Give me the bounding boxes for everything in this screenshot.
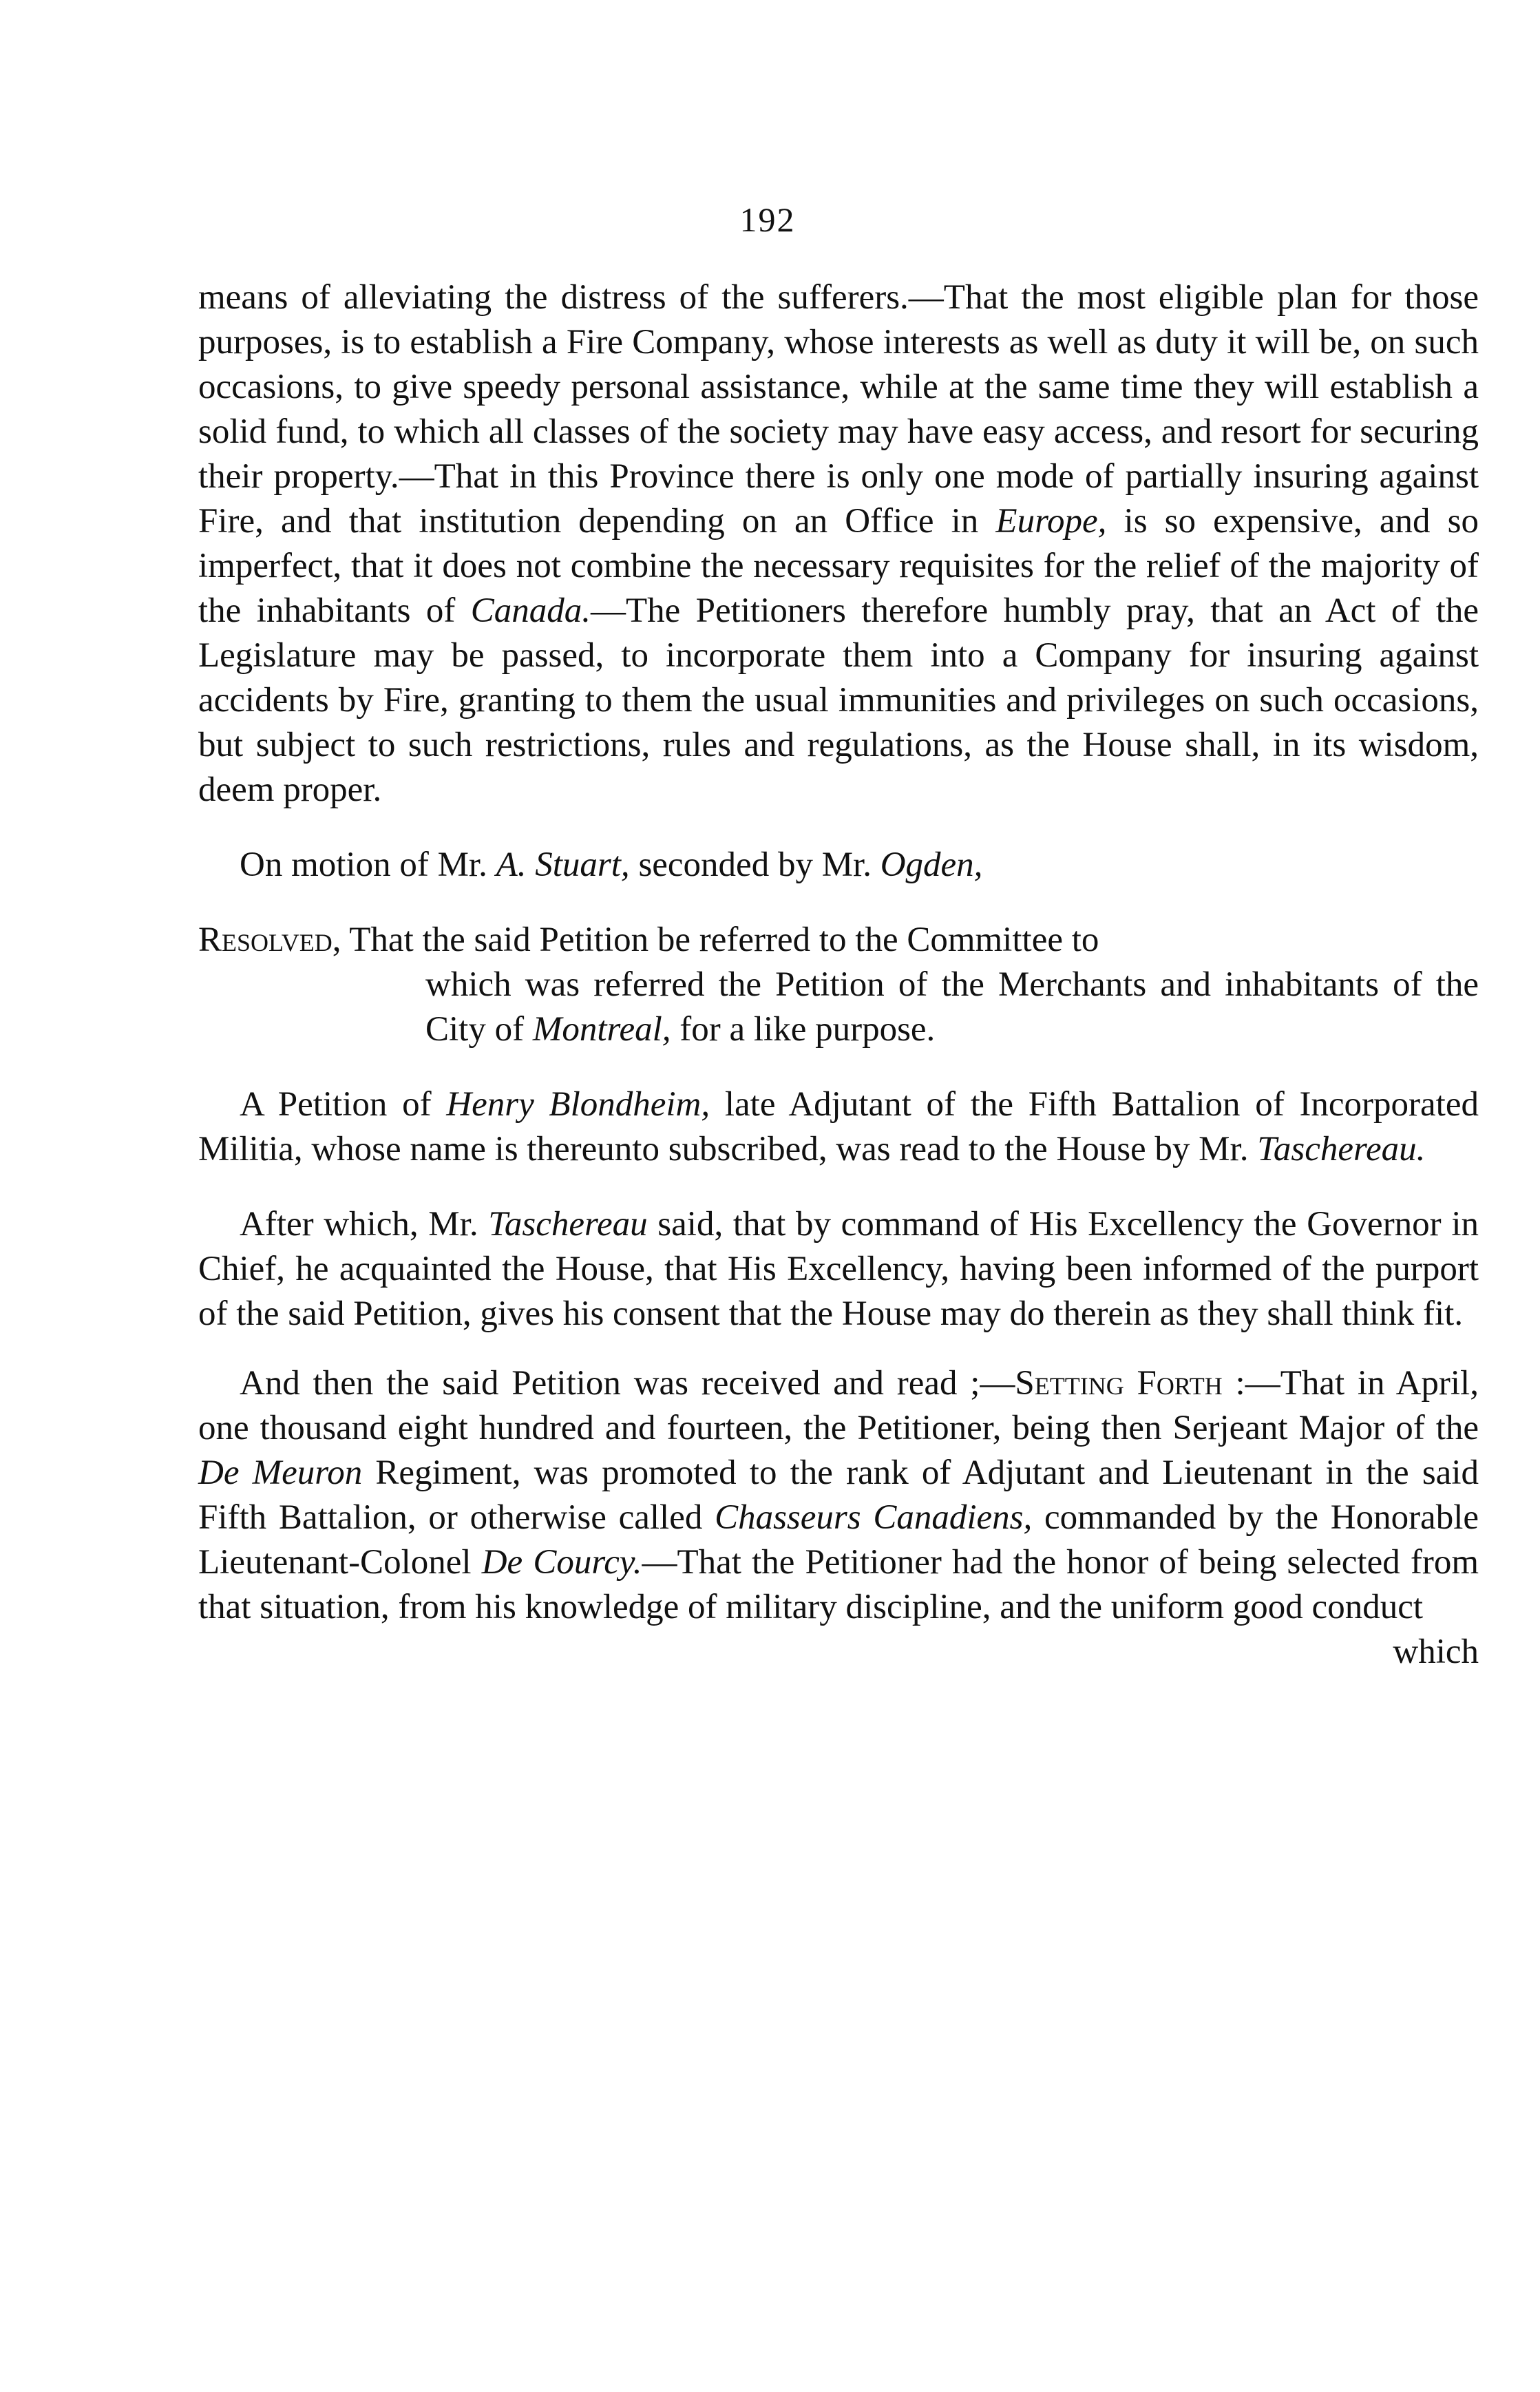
motion-prefix: On motion of Mr. bbox=[240, 846, 496, 884]
motion-middle: seconded by Mr. bbox=[629, 846, 880, 884]
mover-name: A. Stuart, bbox=[496, 846, 630, 884]
paragraph-text: late Adjutant of the Fifth Battalion of Incorporated Militia, whose name is thereunto subscribed, was read to the House by Mr. bbox=[198, 1085, 1479, 1168]
paragraph-text: Regiment, was promoted to the rank of Adjutant and Lieutenant in the said Fifth Battalion, or otherwise called bbox=[198, 1454, 1479, 1537]
place-name-montreal: Montreal, bbox=[532, 1010, 671, 1049]
reader-name: Taschereau. bbox=[1257, 1130, 1426, 1168]
place-name-canada: Canada. bbox=[470, 591, 591, 630]
catchword: which bbox=[1393, 1633, 1479, 1671]
paragraph-text: :—That in April, one thousand eight hundred and fourteen, the Petitioner, being then Serjeant Major of the bbox=[198, 1364, 1479, 1447]
setting-forth-paragraph bbox=[198, 1361, 1479, 1630]
paragraph-text: After which, Mr. bbox=[240, 1205, 489, 1244]
petition-read-paragraph bbox=[198, 1082, 1479, 1172]
setting-forth-label: Setting Forth bbox=[1015, 1364, 1223, 1403]
colonel-name: De Courcy. bbox=[481, 1543, 642, 1582]
consent-paragraph bbox=[198, 1202, 1479, 1336]
paragraph-text: commanded by the Honorable Lieutenant-Colonel bbox=[198, 1498, 1479, 1582]
paragraph-text: said, that by command of His Excellency the Governor in Chief, he acquainted the House, that His Excellency, having been informed of the purport of the said Petition, gives his consent that the House may do therein as they shall think fit. bbox=[198, 1205, 1479, 1333]
resolution-block bbox=[198, 918, 1479, 1052]
regiment-name: De Meuron bbox=[198, 1454, 363, 1492]
member-name: Taschereau bbox=[488, 1205, 648, 1244]
petition-continuation-paragraph bbox=[198, 275, 1479, 812]
resolved-label: Resolved, bbox=[198, 921, 341, 959]
paragraph-text: And then the said Petition was received and read ;— bbox=[240, 1364, 1015, 1403]
resolution-text: which was referred the Petition of the Merchants and inhabitants of the City of bbox=[425, 965, 1479, 1049]
body-text bbox=[198, 275, 1479, 1675]
paragraph-text: —The Petitioners therefore humbly pray, that an Act of the Legislature may be passed, to incorporate them into a Company for insuring against accidents by Fire, granting to them the usual immunities and privileges on such occasions, but subject to such restrictions, rules and regulations, as the House shall, in its wisdom, deem proper. bbox=[198, 591, 1479, 809]
resolution-continuation bbox=[198, 963, 1479, 1052]
seconder-name: Ogden, bbox=[880, 846, 983, 884]
paragraph-text: means of alleviating the distress of the sufferers.—That the most eligible plan for those purposes, is to establish a Fire Company, whose interests as well as duty it will be, on such occasions, to give speedy personal assistance, while at the same time they will establish a solid fund, to which all classes of the society may have easy access, and resort for securing their property.—That in this Province there is only one mode of partially insuring against Fire, and that institution depending on an Office in bbox=[198, 278, 1479, 541]
battalion-name: Chasseurs Canadiens, bbox=[715, 1498, 1033, 1537]
resolution-first-line bbox=[198, 918, 1479, 963]
paragraph-text: A Petition of bbox=[240, 1085, 447, 1124]
resolution-text: for a like purpose. bbox=[671, 1010, 936, 1049]
motion-paragraph bbox=[198, 843, 1479, 888]
place-name-europe: Europe, bbox=[995, 502, 1107, 541]
paragraph-text: is so expensive, and so imperfect, that it does not combine the necessary requisites for the relief of the majority of the inhabitants of bbox=[198, 502, 1479, 630]
paragraph-text: —That the Petitioner had the honor of being selected from that situation, from his knowledge of military discipline, and the uniform good conduct bbox=[198, 1543, 1479, 1626]
resolution-line: That the said Petition be referred to the Committee to bbox=[341, 921, 1099, 959]
page-number: 192 bbox=[739, 200, 796, 239]
petitioner-name: Henry Blondheim, bbox=[446, 1085, 710, 1124]
